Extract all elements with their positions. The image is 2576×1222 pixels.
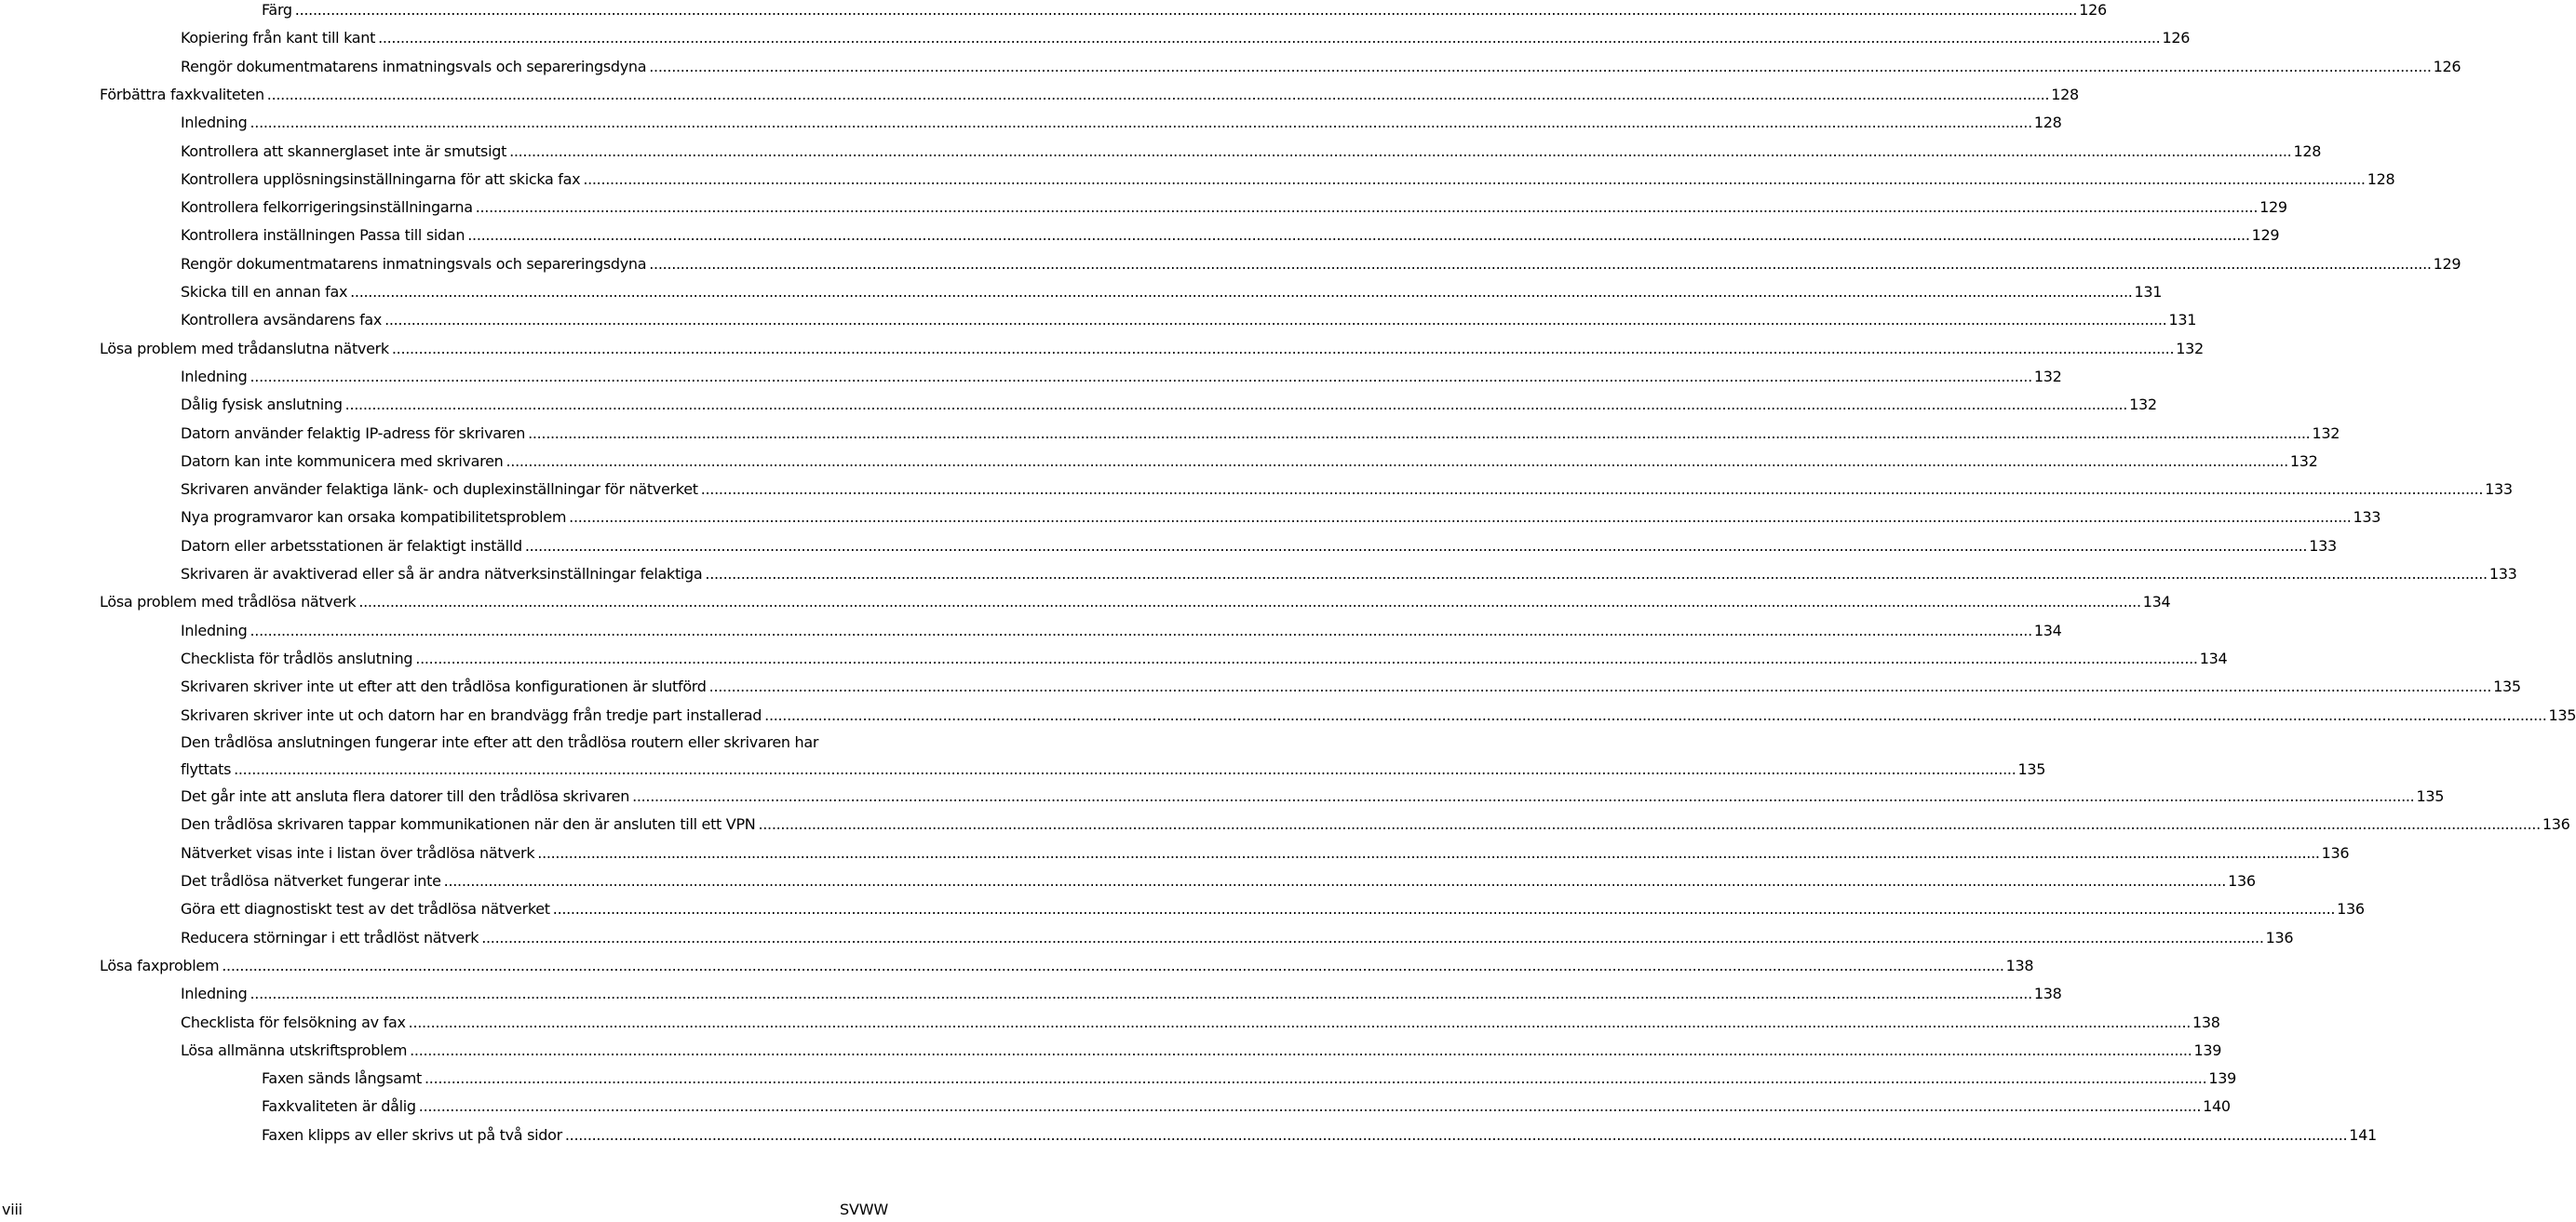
- toc-entry[interactable]: [181, 895, 2365, 923]
- footer-doc-code: SVWW: [840, 1201, 888, 1218]
- toc-entry[interactable]: [181, 504, 2381, 531]
- toc-entry-page-number: 135: [2017, 759, 2046, 778]
- toc-entry-page-number: 136: [2265, 928, 2294, 947]
- toc-entry[interactable]: [181, 702, 2576, 730]
- dot-leader: ................................................................................................................................................................................................................................................................................................................................................................................................................: [418, 1097, 2202, 1116]
- toc-entry-page-number: 126: [2162, 29, 2191, 47]
- toc-entry[interactable]: [181, 560, 2517, 588]
- dot-leader: ................................................................................................................................................................................................................................................................................................................................................................................................................: [250, 985, 2032, 1003]
- toc-entry[interactable]: [262, 1093, 2231, 1121]
- toc-entry-title: Datorn eller arbetsstationen är felaktigt inställd: [181, 536, 522, 555]
- toc-entry-page-number: 138: [2192, 1013, 2220, 1031]
- dot-leader: ................................................................................................................................................................................................................................................................................................................................................................................................................: [266, 85, 2050, 103]
- dot-leader: ................................................................................................................................................................................................................................................................................................................................................................................................................: [475, 198, 2259, 217]
- dot-leader: ................................................................................................................................................................................................................................................................................................................................................................................................................: [384, 311, 2167, 329]
- toc-entry-title: Datorn kan inte kommunicera med skrivaren: [181, 451, 504, 470]
- toc-entry-page-number: 138: [2033, 985, 2062, 1003]
- toc-entry-title: Skrivaren skriver inte ut och datorn har en brandvägg från tredje part installerad: [181, 705, 762, 724]
- toc-entry[interactable]: [181, 222, 2280, 249]
- toc-entry[interactable]: [100, 335, 2204, 363]
- toc-entry[interactable]: [181, 420, 2340, 448]
- toc-entry[interactable]: [181, 363, 2062, 391]
- toc-entry-page-number: 131: [2134, 283, 2163, 301]
- toc-entry[interactable]: [181, 645, 2228, 673]
- toc-entry[interactable]: [181, 250, 2461, 278]
- toc-entry-title: Checklista för felsökning av fax: [181, 1013, 406, 1031]
- toc-entry-page-number: 132: [2312, 423, 2340, 442]
- dot-leader: ................................................................................................................................................................................................................................................................................................................................................................................................................: [250, 114, 2032, 132]
- toc-entry[interactable]: [181, 391, 2157, 419]
- toc-entry-title-continued: flyttats: [181, 759, 232, 778]
- toc-entry-title: Datorn använder felaktig IP-adress för skrivaren: [181, 423, 526, 442]
- dot-leader: ................................................................................................................................................................................................................................................................................................................................................................................................................: [222, 956, 2004, 974]
- toc-entry-title: Kontrollera att skannerglaset inte är smutsigt: [181, 141, 507, 160]
- toc-entry[interactable]: [181, 1037, 2222, 1065]
- dot-leader: ................................................................................................................................................................................................................................................................................................................................................................................................................: [564, 1125, 2348, 1144]
- toc-entry[interactable]: [181, 532, 2337, 560]
- dot-leader: ................................................................................................................................................................................................................................................................................................................................................................................................................: [467, 226, 2250, 245]
- dot-leader: ................................................................................................................................................................................................................................................................................................................................................................................................................: [649, 254, 2432, 273]
- toc-entry-page-number: 136: [2337, 900, 2365, 919]
- dot-leader: ................................................................................................................................................................................................................................................................................................................................................................................................................: [443, 872, 2227, 890]
- dot-leader: ................................................................................................................................................................................................................................................................................................................................................................................................................: [528, 423, 2311, 442]
- dot-leader: ................................................................................................................................................................................................................................................................................................................................................................................................................: [410, 1041, 2192, 1059]
- toc-entry-title: Dålig fysisk anslutning: [181, 396, 343, 414]
- toc-entry-title: Lösa problem med trådlösa nätverk: [100, 593, 357, 611]
- toc-entry[interactable]: [181, 109, 2062, 137]
- toc-entry-title: Nätverket visas inte i listan över trådlösa nätverk: [181, 843, 535, 862]
- toc-entry[interactable]: [181, 980, 2062, 1008]
- toc-entry-title: Det går inte att ansluta flera datorer till den trådlösa skrivaren: [181, 787, 630, 806]
- toc-entry-title: Lösa problem med trådanslutna nätverk: [100, 339, 389, 357]
- toc-entry-title: Göra ett diagnostiskt test av det trådlösa nätverket: [181, 900, 550, 919]
- dot-leader: ................................................................................................................................................................................................................................................................................................................................................................................................................: [358, 593, 2141, 611]
- toc-entry-title: Faxkvaliteten är dålig: [262, 1097, 416, 1116]
- toc-entry-title: Skicka till en annan fax: [181, 283, 348, 301]
- dot-leader: ................................................................................................................................................................................................................................................................................................................................................................................................................: [250, 367, 2032, 385]
- toc-entry-title: Inledning: [181, 367, 248, 385]
- dot-leader: ................................................................................................................................................................................................................................................................................................................................................................................................................: [632, 787, 2415, 806]
- dot-leader: ................................................................................................................................................................................................................................................................................................................................................................................................................: [234, 759, 2016, 778]
- toc-entry[interactable]: [100, 952, 2034, 980]
- toc-entry-page-number: 134: [2142, 593, 2171, 611]
- toc-entry-page-number: 134: [2033, 621, 2062, 639]
- dot-leader: ................................................................................................................................................................................................................................................................................................................................................................................................................: [708, 678, 2492, 696]
- toc-entry-page-number: 133: [2309, 536, 2337, 555]
- toc-entry-title: Rengör dokumentmatarens inmatningsvals och separeringsdyna: [181, 57, 647, 75]
- toc-entry-title: Faxen sänds långsamt: [262, 1069, 422, 1088]
- toc-entry-title: Inledning: [181, 621, 248, 639]
- dot-leader: ................................................................................................................................................................................................................................................................................................................................................................................................................: [481, 928, 2264, 947]
- toc-entry[interactable]: [262, 1121, 2377, 1149]
- toc-entry-title: Skrivaren använder felaktiga länk- och duplexinställningar för nätverket: [181, 480, 698, 499]
- toc-entry-page-number: 135: [2416, 787, 2445, 806]
- toc-entry-title: Färg: [262, 1, 292, 19]
- toc-entry-page-number: 139: [2208, 1069, 2237, 1088]
- dot-leader: ................................................................................................................................................................................................................................................................................................................................................................................................................: [415, 649, 2198, 667]
- toc-entry-title: Checklista för trådlös anslutning: [181, 649, 413, 667]
- toc-entry-title: Kontrollera avsändarens fax: [181, 311, 383, 329]
- toc-entry-page-number: 132: [2289, 451, 2318, 470]
- dot-leader: ................................................................................................................................................................................................................................................................................................................................................................................................................: [569, 508, 2352, 527]
- toc-entry-page-number: 139: [2193, 1041, 2222, 1059]
- toc-entry[interactable]: [262, 0, 2107, 24]
- dot-leader: ................................................................................................................................................................................................................................................................................................................................................................................................................: [378, 29, 2161, 47]
- toc-entry-page-number: 136: [2228, 872, 2256, 890]
- toc-entry-page-number: 132: [2129, 396, 2157, 414]
- toc-entry-title: Inledning: [181, 114, 248, 132]
- toc-entry-page-number: 131: [2168, 311, 2197, 329]
- toc-entry[interactable]: [181, 194, 2287, 222]
- toc-entry-page-number: 129: [2259, 198, 2287, 217]
- toc-entry-title: Lösa faxproblem: [100, 956, 220, 974]
- toc-entry-page-number: 128: [2367, 169, 2395, 188]
- dot-leader: ................................................................................................................................................................................................................................................................................................................................................................................................................: [509, 141, 2292, 160]
- toc-entry-title: Lösa allmänna utskriftsproblem: [181, 1041, 408, 1059]
- toc-entry[interactable]: [181, 448, 2318, 476]
- toc-entry-page-number: 140: [2203, 1097, 2231, 1116]
- dot-leader: ................................................................................................................................................................................................................................................................................................................................................................................................................: [552, 900, 2336, 919]
- toc-entry[interactable]: [181, 166, 2395, 194]
- toc-entry[interactable]: [181, 278, 2163, 306]
- toc-entry-page-number: 136: [2542, 815, 2570, 834]
- toc-entry-title: Inledning: [181, 985, 248, 1003]
- toc-entry[interactable]: [262, 1065, 2237, 1093]
- toc-entry[interactable]: [181, 138, 2322, 166]
- toc-entry-title: Faxen klipps av eller skrivs ut på två sidor: [262, 1125, 562, 1144]
- toc-entry-title: Nya programvaror kan orsaka kompatibilitetsproblem: [181, 508, 567, 527]
- dot-leader: ................................................................................................................................................................................................................................................................................................................................................................................................................: [705, 565, 2488, 583]
- toc-entry-page-number: 135: [2548, 705, 2576, 724]
- toc-entry-page-number: 128: [2033, 114, 2062, 132]
- dot-leader: ................................................................................................................................................................................................................................................................................................................................................................................................................: [524, 536, 2308, 555]
- toc-entry[interactable]: [181, 617, 2062, 645]
- toc-entry[interactable]: [181, 673, 2521, 701]
- toc-entry-page-number: 141: [2349, 1125, 2377, 1144]
- dot-leader: ................................................................................................................................................................................................................................................................................................................................................................................................................: [537, 843, 2320, 862]
- toc-entry-title: Rengör dokumentmatarens inmatningsvals och separeringsdyna: [181, 254, 647, 273]
- dot-leader: ................................................................................................................................................................................................................................................................................................................................................................................................................: [764, 705, 2547, 724]
- toc-entry-page-number: 138: [2005, 956, 2034, 974]
- toc-entry-title: Det trådlösa nätverket fungerar inte: [181, 872, 441, 890]
- toc-entry[interactable]: [181, 1009, 2220, 1037]
- toc-entry[interactable]: [181, 924, 2294, 952]
- toc-entry[interactable]: [181, 306, 2197, 334]
- toc-entry-page-number: 133: [2485, 480, 2513, 499]
- toc-entry-title: Kopiering från kant till kant: [181, 29, 376, 47]
- dot-leader: ................................................................................................................................................................................................................................................................................................................................................................................................................: [425, 1069, 2207, 1088]
- toc-entry-page-number: 129: [2433, 254, 2461, 273]
- toc-entry-page-number: 134: [2199, 649, 2228, 667]
- toc-entry-title: Kontrollera upplösningsinställningarna för att skicka fax: [181, 169, 581, 188]
- toc-entry-title: Skrivaren är avaktiverad eller så är andra nätverksinställningar felaktiga: [181, 565, 703, 583]
- toc-entry-page-number: 128: [2293, 141, 2322, 160]
- dot-leader: ................................................................................................................................................................................................................................................................................................................................................................................................................: [649, 57, 2432, 75]
- dot-leader: ................................................................................................................................................................................................................................................................................................................................................................................................................: [583, 169, 2366, 188]
- toc-entry-title: Reducera störningar i ett trådlöst nätverk: [181, 928, 479, 947]
- dot-leader: ................................................................................................................................................................................................................................................................................................................................................................................................................: [700, 480, 2484, 499]
- toc-entry-title: Den trådlösa skrivaren tappar kommunikationen när den är ansluten till ett VPN: [181, 815, 756, 834]
- dot-leader: ................................................................................................................................................................................................................................................................................................................................................................................................................: [294, 1, 2078, 19]
- toc-entry[interactable]: [181, 730, 2046, 784]
- toc-entry[interactable]: [181, 867, 2256, 895]
- toc-entry[interactable]: [181, 839, 2350, 867]
- toc-entry-page-number: 128: [2051, 85, 2079, 103]
- toc-entry-page-number: 136: [2321, 843, 2350, 862]
- toc-entry[interactable]: [100, 588, 2171, 616]
- toc-entry[interactable]: [100, 81, 2079, 109]
- toc-entry-title: Kontrollera inställningen Passa till sidan: [181, 226, 465, 245]
- toc-entry[interactable]: [181, 783, 2445, 811]
- toc-entry[interactable]: [181, 811, 2570, 839]
- dot-leader: ................................................................................................................................................................................................................................................................................................................................................................................................................: [344, 396, 2128, 414]
- dot-leader: ................................................................................................................................................................................................................................................................................................................................................................................................................: [350, 283, 2133, 301]
- toc-entry-title: Kontrollera felkorrigeringsinställningarna: [181, 198, 473, 217]
- toc-entry-page-number: 132: [2176, 339, 2204, 357]
- dot-leader: ................................................................................................................................................................................................................................................................................................................................................................................................................: [391, 339, 2175, 357]
- dot-leader: ................................................................................................................................................................................................................................................................................................................................................................................................................: [250, 621, 2032, 639]
- toc-entry-title: Förbättra faxkvaliteten: [100, 85, 264, 103]
- footer-page-number: viii: [2, 1201, 23, 1218]
- toc-entry-page-number: 132: [2033, 367, 2062, 385]
- toc-entry-page-number: 126: [2079, 1, 2107, 19]
- toc-entry[interactable]: [181, 24, 2191, 52]
- toc-entry-title: Den trådlösa anslutningen fungerar inte efter att den trådlösa routern eller skrivaren har: [181, 732, 819, 751]
- dot-leader: ................................................................................................................................................................................................................................................................................................................................................................................................................: [506, 451, 2288, 470]
- dot-leader: ................................................................................................................................................................................................................................................................................................................................................................................................................: [408, 1013, 2192, 1031]
- dot-leader: ................................................................................................................................................................................................................................................................................................................................................................................................................: [758, 815, 2541, 834]
- toc-entry[interactable]: [181, 476, 2513, 504]
- toc-entry[interactable]: [181, 53, 2461, 81]
- toc-entry-page-number: 133: [2353, 508, 2381, 527]
- toc-entry-page-number: 135: [2493, 678, 2521, 696]
- toc-entry-page-number: 133: [2488, 565, 2517, 583]
- toc-entry-page-number: 126: [2433, 57, 2461, 75]
- toc-entry-page-number: 129: [2251, 226, 2280, 245]
- toc-entry-title: Skrivaren skriver inte ut efter att den trådlösa konfigurationen är slutförd: [181, 678, 707, 696]
